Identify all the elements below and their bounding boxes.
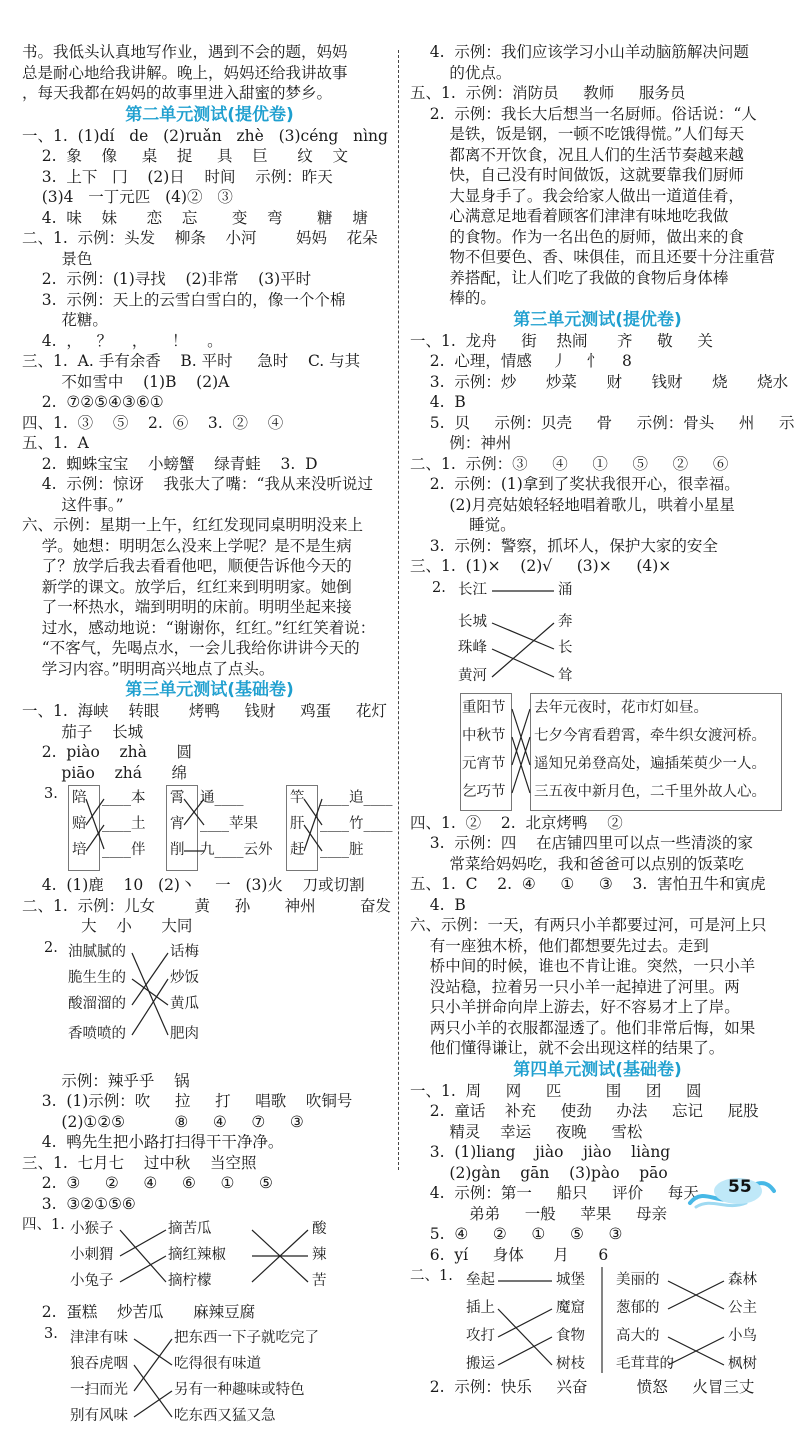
match-term: 把东西一下子就吃完了 [174,1329,319,1346]
answer-line: 养搭配，让人们吃了我做的食物后身体棒 [410,268,729,287]
match-term: 魔窟 [556,1300,585,1316]
match-term: 遥知兄弟登高处，遍插茱萸少一人。 [534,755,766,772]
answer-line: 一、1. 龙舟 街 热闹 齐 敬 关 [410,331,713,350]
answer-line: 三、1. (1)× (2)√ (3)× (4)× [410,557,672,575]
answer-line: 过水，感动地说：“谢谢你，红红。”红红笑着说： [22,618,376,637]
match-term: 2. [432,579,446,596]
answer-line: 是铁，饭是钢，一顿不吃饿得慌。”人们每天 [410,125,745,143]
match-line [492,649,554,677]
section-title: 第二单元测试(提优卷) [125,104,294,125]
answer-line: 3. 上下 冂 (2)日 时间 示例：昨天 [22,167,333,186]
match-term: 摘红辣椒 [168,1247,226,1263]
match-term: 公主 [728,1300,757,1316]
match-term: 通____ [200,790,244,806]
match-term: 垒起 [466,1272,495,1288]
answer-line: 精灵 幸运 夜晚 雪松 [410,1122,643,1141]
match-term: 油腻腻的 [68,943,126,960]
page-number: 55 [728,1177,752,1197]
match-term: 另有一种趣味或特色 [174,1381,305,1398]
match-term: 食物 [556,1328,585,1344]
answer-line: 没站稳，拉着另一只小羊一起掉进了河里。两 [410,977,740,996]
answer-line: 四、1. ② 2. 北京烤鸭 ② [410,813,623,832]
match-line [498,1309,552,1365]
matching-exercise [22,939,397,1069]
match-term: 城堡 [556,1272,585,1288]
answer-line: 一、1. (1)dí de (2)ruǎn zhè (3)céng nìng [22,126,388,145]
answer-line: 有一座独木桥，他们都想要先过去。走到 [410,936,709,955]
match-term: 狼吞虎咽 [70,1355,128,1372]
match-line [134,1339,172,1391]
match-term: 酸溜溜的 [68,995,126,1012]
answer-line: 三、1. 七月七 过中秋 当空照 [22,1153,257,1172]
match-term: 酸 [312,1221,327,1237]
match-term: ____本 [102,790,146,806]
match-term: 高大的 [616,1328,660,1344]
answer-line: 棒的。 [410,289,496,307]
answer-line: 五、1. 示例：消防员 教师 服务员 [410,84,686,102]
match-term: 长 [558,639,573,656]
match-term: 津津有味 [70,1329,128,1346]
answer-line: 4. B [410,895,466,914]
match-term: ____伴 [102,842,146,858]
answer-line: 3. ③②①⑤⑥ [22,1194,136,1213]
answer-line: 一、1. 周 网 匹 围 团 圆 [410,1081,702,1100]
answer-line: 他们懂得谦让，就不会出现这样的结果了。 [410,1039,725,1057]
match-term: 炒饭 [170,969,199,986]
match-term: 肝 [290,816,305,832]
answer-line: 茄子 长城 [22,722,144,741]
match-term: 涌 [558,581,573,598]
match-line [492,623,554,677]
match-term: 黄河 [458,667,487,684]
answer-line: 5. 贝 示例：贝壳 骨 示例：骨头 州 示 [410,413,795,432]
answer-line: 二、1. 示例：儿女 黄 孙 神州 奋发 [22,896,392,915]
answer-line: 弟弟 一般 苹果 母亲 [410,1204,668,1223]
matching-exercise [22,1325,397,1433]
match-term: 别有风味 [70,1407,128,1424]
answer-line: 学。她想：明明怎么没来上学呢？是不是生病 [22,536,352,555]
match-term: 削 [170,842,185,858]
match-line [134,1339,172,1365]
match-term: 乞巧节 [462,783,506,800]
match-term: 九____云外 [200,842,273,858]
answer-line: 2. 蜘蛛宝宝 小螃蟹 绿青蛙 3. D [22,454,318,473]
match-term: 摘柠檬 [168,1273,212,1289]
answer-line: 5. ④ ② ① ⑤ ③ [410,1225,623,1243]
match-term: 去年元夜时，花市灯如昼。 [534,699,708,716]
answer-line: 一、1. 海峡 转眼 烤鸭 钱财 鸡蛋 花灯 [22,702,387,720]
answer-line: 新学的课文。放学后，红红来到明明家。她倒 [22,577,352,596]
answer-line: 2. 童话 补充 使劲 办法 忘记 屁股 [410,1102,759,1120]
answer-line: 书。我低头认真地写作业，遇到不会的题，妈妈 [22,43,348,61]
answer-line: 4. 味 妹 恋 忘 变 弯 糖 塘 [22,208,368,227]
match-term: 小刺猬 [70,1247,114,1263]
answer-line: 2. 蛋糕 炒苦瓜 麻辣豆腐 [22,1303,256,1321]
match-term: 四、1. [22,1217,65,1233]
match-line [120,1230,166,1282]
answer-line: 6. yí 身体 月 6 [410,1245,609,1264]
answer-line: 三、1. A. 手有余香 B. 平时 急时 C. 与其 [22,352,361,370]
match-term: 长城 [458,613,487,630]
match-line [120,1256,166,1282]
answer-line: (2)月亮姑娘轻轻地唱着歌儿，哄着小星星 [410,495,735,514]
match-line [132,979,168,1035]
answer-line: 二、1. 示例：头发 柳条 小河 妈妈 花朵 [22,229,378,247]
match-term: 小兔子 [70,1273,114,1289]
match-term: 陪 [72,790,87,806]
answer-line: 都离不开饮食，况且人们的生活节奏越来越 [410,145,744,164]
match-term: 吃东西又猛又急 [174,1407,276,1424]
answer-line: 3. 示例：四 在店铺四里可以点一些清淡的家 [410,834,754,852]
match-term: 3. [44,1325,58,1342]
match-term: 香喷喷的 [68,1025,126,1042]
answer-line: 例：神州 [410,434,512,452]
answer-line: 了？放学后我去看看他吧，顺便告诉他今天的 [22,557,352,575]
match-term: 插上 [466,1300,495,1316]
answer-line: 景色 [22,249,93,268]
answer-line: 4. (1)鹿 10 (2)丶 一 (3)火 刀或切割 [22,876,365,894]
answer-line: 示例：辣乎乎 锅 [22,1071,190,1090]
match-line [132,979,168,1005]
match-term: 肥肉 [170,1025,199,1042]
answer-line: 4. 示例：惊讶 我张大了嘴：“我从来没听说过 [22,475,373,493]
answer-line: 的食物。作为一名出色的厨师，做出来的食 [410,227,744,246]
answer-line: 六、示例：星期一上午，红红发现同桌明明没来上 [22,516,364,534]
answer-line: 物不但要色、香、味俱佳，而且还要十分注重营 [410,248,775,266]
answer-line: 五、1. A [22,434,89,452]
match-term: 枫树 [728,1356,757,1372]
answer-line: 2. 象 像 桌 捉 具 巨 纹 文 [22,147,349,165]
match-term: ____土 [102,816,146,832]
answer-line: 总是耐心地给我讲解。晚上，妈妈还给我讲故事 [22,63,348,82]
answer-line: 只小羊拼命向岸上游去，好不容易才上了岸。 [410,998,740,1016]
section-title: 第三单元测试(提优卷) [513,309,682,330]
match-term: 树枝 [556,1356,585,1372]
match-term: 森林 [728,1272,757,1288]
answer-line: 桥中间的时候，谁也不肯让谁。突然，一只小羊 [410,957,756,975]
match-line [134,1365,172,1417]
answer-line: 2. 示例：(1)寻找 (2)非常 (3)平时 [22,270,312,288]
matching-exercise [22,785,397,873]
match-term: 长江 [458,581,487,598]
answer-line: 3. 示例：警察，抓坏人，保护大家的安全 [410,536,718,555]
matching-exercise [410,693,785,811]
match-line [492,623,554,649]
match-term: 耸 [558,667,573,684]
match-term: ____竹____ [320,816,393,832]
answer-line: 3. 示例：天上的云雪白雪白的，像一个个棉 [22,290,346,309]
match-line [132,953,168,1035]
answer-line: 两只小羊的衣服都湿透了。他们非常后悔，如果 [410,1018,756,1037]
answer-line: 2. ③ ② ④ ⑥ ① ⑤ [22,1174,273,1192]
match-term: 竿 [290,790,305,806]
answer-line: 花糖。 [22,311,108,329]
match-term: 霄 [170,790,185,806]
section-title: 第四单元测试(基础卷) [513,1059,682,1080]
answer-line: 快，自己没有时间做饭，这就要靠我们厨师 [410,166,744,184]
match-line [498,1337,552,1365]
match-term: 元宵节 [462,755,506,772]
match-term: 宵 [170,816,185,832]
answer-line: 大 小 大同 [22,917,193,935]
answer-line: (2)gàn gān (3)pào pāo [410,1163,668,1182]
answer-column-left [22,42,397,1435]
answer-line: 二、1. 示例：③ ④ ① ⑤ ② ⑥ [410,454,729,473]
answer-line: 2. piào zhà 圆 [22,743,192,761]
match-term: 苦 [312,1273,327,1289]
match-term: 珠峰 [458,639,487,656]
answer-line: 4. B [410,393,466,411]
answer-line: 大显身手了。我会给家人做出一道道佳肴， [410,186,744,205]
matching-exercise [22,1216,397,1300]
answer-line: 2. ⑦②⑤④③⑥① [22,393,164,411]
answer-line: 4. ， ？ ， ！ 。 [22,331,223,350]
answer-line: 四、1. ③ ⑤ 2. ⑥ 3. ② ④ [22,413,284,432]
answer-line: 4. 鸭先生把小路打扫得干干净净。 [22,1133,284,1151]
match-term: 美丽的 [616,1272,660,1288]
answer-line: piāo zhá 绵 [22,763,188,782]
answer-line: 2. 示例：快乐 兴奋 愤怒 火冒三丈 [410,1378,755,1396]
match-term: 一扫而光 [70,1381,128,1398]
match-term: 葱郁的 [616,1300,660,1316]
match-term: ____追____ [320,790,393,806]
match-term: 重阳节 [462,699,506,716]
answer-line: (2)①②⑤ ⑧ ④ ⑦ ③ [22,1112,304,1131]
answer-line: (3)4 一丁元匹 (4)② ③ [22,188,233,206]
match-term: 三五夜中新月色，二千里外故人心。 [534,783,766,800]
answer-line: 4. 示例：我们应该学习小山羊动脑筋解决问题 [410,43,749,61]
answer-line: 2. 示例：我长大后想当一名厨师。俗话说：“人 [410,104,757,123]
match-term: 攻打 [466,1328,495,1344]
answer-line: 五、1. C 2. ④ ① ③ 3. 害怕丑牛和寅虎 [410,875,766,893]
match-term: ____脏 [320,842,364,858]
section-title: 第三单元测试(基础卷) [125,680,294,700]
match-term: 黄瓜 [170,995,199,1012]
matching-exercise [410,579,785,691]
answer-line: 2. 示例：(1)拿到了奖状我很开心，很幸福。 [410,475,740,493]
answer-line: 2. 心理，情感 丿 忄 8 [410,352,632,370]
column-divider [398,50,399,1170]
answer-line: 这件事。” [22,495,124,514]
answer-line: 常菜给妈妈吃，我和爸爸可以点别的饭菜吃 [410,854,744,873]
page-number-badge [686,1175,776,1211]
answer-line: 4. 示例：第一 船只 评价 每天 [410,1184,699,1202]
answer-line: 了一杯热水，端到明明的床前。明明坐起来接 [22,598,352,616]
match-line [132,953,168,1005]
match-line [134,1391,172,1417]
answer-line: 不如雪中 (1)B (2)A [22,372,230,391]
match-term: 话梅 [170,943,199,960]
answer-line: 3. (1)示例：吹 拉 打 唱歌 吹铜号 [22,1092,353,1110]
answer-line: 心满意足地看着顾客们津津有味地吃我做 [410,207,729,225]
match-term: 摘苦瓜 [168,1221,212,1237]
match-term: 二、1. [410,1268,453,1284]
matching-exercise [410,1267,785,1375]
answer-line: 睡觉。 [410,516,516,534]
match-term: 2. [44,939,58,956]
match-line [120,1230,166,1256]
match-term: 赔 [72,816,87,832]
match-term: ____苹果 [200,816,258,832]
match-term: 辣 [312,1247,327,1263]
match-term: 奔 [558,613,573,630]
match-term: 搬运 [466,1356,495,1372]
match-term: 七夕今宵看碧霄，牵牛织女渡河桥。 [534,727,766,744]
match-term: 3. [44,786,58,802]
match-term: 中秋节 [462,727,506,744]
match-term: 脆生生的 [68,969,126,986]
match-term: 吃得很有味道 [174,1355,261,1372]
match-term: 培 [72,842,87,858]
answer-line: 六、示例：一天，有两只小羊都要过河，可是河上只 [410,916,767,934]
match-line [498,1309,552,1337]
answer-line: 学习内容。”明明高兴地点了点头。 [22,659,275,678]
answer-line: “不客气，先喝点水，一会儿我给你讲讲今天的 [22,639,360,657]
answer-line: 3. (1)liang jiào jiào liàng [410,1143,671,1161]
match-term: 毛茸茸的 [616,1356,674,1372]
match-term: 小猴子 [70,1221,114,1237]
answer-line: 的优点。 [410,63,512,82]
answer-line: 3. 示例：炒 炒菜 财 钱财 烧 烧水 [410,372,789,391]
match-term: 小鸟 [728,1328,757,1344]
match-term: 赶 [290,842,305,858]
answer-line: ，每天我都在妈妈的故事里进入甜蜜的梦乡。 [22,84,333,102]
